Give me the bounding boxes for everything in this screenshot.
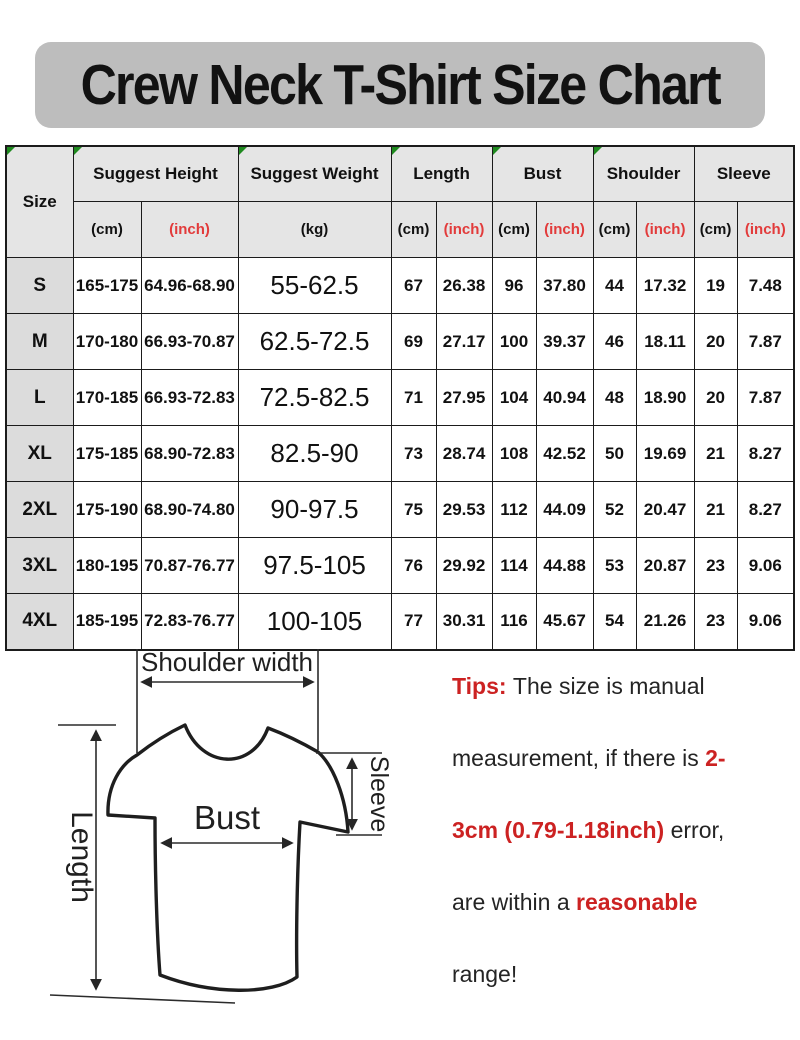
cell-sleeve-inch: 7.87 <box>737 370 794 426</box>
cell-height-cm: 165-175 <box>73 258 141 314</box>
column-header-shoulder: Shoulder <box>593 146 694 202</box>
unit-header-length-inch: (inch) <box>436 202 492 258</box>
cell-bust-inch: 40.94 <box>536 370 593 426</box>
cell-shoulder-cm: 48 <box>593 370 636 426</box>
table-row <box>6 426 794 482</box>
cell-bust-inch: 44.88 <box>536 538 593 594</box>
cell-height-cm: 180-195 <box>73 538 141 594</box>
cell-bust-cm: 104 <box>492 370 536 426</box>
tips-highlight: reasonable <box>576 889 698 915</box>
cell-sleeve-inch: 7.87 <box>737 314 794 370</box>
unit-header-height-cm: (cm) <box>73 202 141 258</box>
unit-header-weight-kg: (kg) <box>238 202 391 258</box>
cell-length-cm: 76 <box>391 538 436 594</box>
cell-weight-kg: 90-97.5 <box>238 482 391 538</box>
cell-length-inch: 30.31 <box>436 594 492 650</box>
cell-length-inch: 27.17 <box>436 314 492 370</box>
column-header-size: Size <box>6 146 73 258</box>
table-row <box>6 370 794 426</box>
tips-line <box>452 794 797 866</box>
cell-height-cm: 185-195 <box>73 594 141 650</box>
unit-header-shoulder-inch: (inch) <box>636 202 694 258</box>
unit-header-height-inch: (inch) <box>141 202 238 258</box>
cell-height-inch: 72.83-76.77 <box>141 594 238 650</box>
row-size-label: S <box>6 258 73 314</box>
cell-height-cm: 170-180 <box>73 314 141 370</box>
row-size-label: XL <box>6 426 73 482</box>
cell-length-cm: 77 <box>391 594 436 650</box>
tips-text <box>452 650 797 1010</box>
size-chart-table <box>5 145 795 651</box>
cell-shoulder-inch: 20.47 <box>636 482 694 538</box>
cell-length-cm: 71 <box>391 370 436 426</box>
cell-length-inch: 26.38 <box>436 258 492 314</box>
cell-height-inch: 68.90-74.80 <box>141 482 238 538</box>
cell-sleeve-cm: 23 <box>694 594 737 650</box>
cell-bust-cm: 100 <box>492 314 536 370</box>
cell-weight-kg: 100-105 <box>238 594 391 650</box>
cell-length-cm: 73 <box>391 426 436 482</box>
cell-shoulder-cm: 50 <box>593 426 636 482</box>
cell-height-inch: 70.87-76.77 <box>141 538 238 594</box>
cell-height-cm: 175-185 <box>73 426 141 482</box>
cell-sleeve-inch: 9.06 <box>737 594 794 650</box>
cell-bust-cm: 112 <box>492 482 536 538</box>
cell-height-inch: 66.93-72.83 <box>141 370 238 426</box>
cell-bust-cm: 114 <box>492 538 536 594</box>
tips-line <box>452 866 797 938</box>
cell-sleeve-cm: 23 <box>694 538 737 594</box>
column-header-suggest-weight: Suggest Weight <box>238 146 391 202</box>
cell-shoulder-inch: 17.32 <box>636 258 694 314</box>
cell-sleeve-inch: 8.27 <box>737 482 794 538</box>
cell-weight-kg: 82.5-90 <box>238 426 391 482</box>
tips-segment: range! <box>452 961 518 987</box>
cell-length-inch: 29.92 <box>436 538 492 594</box>
cell-length-inch: 29.53 <box>436 482 492 538</box>
column-header-suggest-height: Suggest Height <box>73 146 238 202</box>
tips-highlight: Tips: <box>452 673 513 699</box>
unit-header-sleeve-inch: (inch) <box>737 202 794 258</box>
cell-shoulder-inch: 18.11 <box>636 314 694 370</box>
cell-shoulder-cm: 54 <box>593 594 636 650</box>
cell-shoulder-inch: 18.90 <box>636 370 694 426</box>
cell-height-cm: 175-190 <box>73 482 141 538</box>
cell-weight-kg: 62.5-72.5 <box>238 314 391 370</box>
cell-bust-cm: 108 <box>492 426 536 482</box>
tips-highlight: 3cm (0.79-1.18inch) <box>452 817 665 843</box>
unit-header-bust-cm: (cm) <box>492 202 536 258</box>
tips-segment: error, <box>664 817 725 843</box>
cell-bust-inch: 42.52 <box>536 426 593 482</box>
row-size-label: 4XL <box>6 594 73 650</box>
column-header-sleeve: Sleeve <box>694 146 794 202</box>
tips-segment: The size is manual <box>512 673 705 699</box>
cell-sleeve-inch: 8.27 <box>737 426 794 482</box>
cell-height-cm: 170-185 <box>73 370 141 426</box>
cell-shoulder-inch: 20.87 <box>636 538 694 594</box>
tshirt-measurement-diagram <box>30 645 450 1040</box>
bust-label: Bust <box>193 799 261 836</box>
cell-shoulder-cm: 44 <box>593 258 636 314</box>
unit-header-bust-inch: (inch) <box>536 202 593 258</box>
length-baseline <box>50 995 235 1003</box>
unit-header-shoulder-cm: (cm) <box>593 202 636 258</box>
row-size-label: 3XL <box>6 538 73 594</box>
table-row <box>6 258 794 314</box>
cell-bust-cm: 96 <box>492 258 536 314</box>
cell-height-inch: 68.90-72.83 <box>141 426 238 482</box>
cell-shoulder-cm: 52 <box>593 482 636 538</box>
unit-header-sleeve-cm: (cm) <box>694 202 737 258</box>
cell-length-cm: 69 <box>391 314 436 370</box>
cell-bust-inch: 37.80 <box>536 258 593 314</box>
cell-sleeve-cm: 21 <box>694 482 737 538</box>
table-row <box>6 594 794 650</box>
cell-bust-cm: 116 <box>492 594 536 650</box>
column-header-bust: Bust <box>492 146 593 202</box>
table-row <box>6 482 794 538</box>
cell-bust-inch: 45.67 <box>536 594 593 650</box>
shoulder-width-label: Shoulder width <box>141 647 313 677</box>
page-title: Crew Neck T-Shirt Size Chart <box>80 53 720 117</box>
cell-shoulder-cm: 46 <box>593 314 636 370</box>
cell-sleeve-cm: 19 <box>694 258 737 314</box>
table-row <box>6 314 794 370</box>
tips-line <box>452 938 797 1010</box>
cell-shoulder-inch: 19.69 <box>636 426 694 482</box>
cell-length-inch: 28.74 <box>436 426 492 482</box>
cell-sleeve-cm: 20 <box>694 370 737 426</box>
cell-length-cm: 67 <box>391 258 436 314</box>
cell-sleeve-inch: 7.48 <box>737 258 794 314</box>
tips-segment: are within a <box>452 889 577 915</box>
sleeve-label: Sleeve <box>365 755 393 833</box>
tshirt-outline-shape <box>108 725 348 990</box>
cell-weight-kg: 97.5-105 <box>238 538 391 594</box>
cell-sleeve-cm: 20 <box>694 314 737 370</box>
cell-sleeve-inch: 9.06 <box>737 538 794 594</box>
cell-bust-inch: 44.09 <box>536 482 593 538</box>
row-size-label: 2XL <box>6 482 73 538</box>
title-banner <box>35 42 765 128</box>
cell-height-inch: 64.96-68.90 <box>141 258 238 314</box>
tips-highlight: 2- <box>705 745 726 771</box>
cell-sleeve-cm: 21 <box>694 426 737 482</box>
cell-height-inch: 66.93-70.87 <box>141 314 238 370</box>
cell-weight-kg: 55-62.5 <box>238 258 391 314</box>
cell-length-inch: 27.95 <box>436 370 492 426</box>
column-header-length: Length <box>391 146 492 202</box>
tips-segment: measurement, if there is <box>452 745 706 771</box>
unit-header-length-cm: (cm) <box>391 202 436 258</box>
row-size-label: L <box>6 370 73 426</box>
table-row <box>6 538 794 594</box>
cell-shoulder-inch: 21.26 <box>636 594 694 650</box>
cell-shoulder-cm: 53 <box>593 538 636 594</box>
row-size-label: M <box>6 314 73 370</box>
cell-weight-kg: 72.5-82.5 <box>238 370 391 426</box>
cell-length-cm: 75 <box>391 482 436 538</box>
cell-bust-inch: 39.37 <box>536 314 593 370</box>
tips-line <box>452 722 797 794</box>
tips-line <box>452 650 797 722</box>
length-label: Length <box>65 811 98 903</box>
